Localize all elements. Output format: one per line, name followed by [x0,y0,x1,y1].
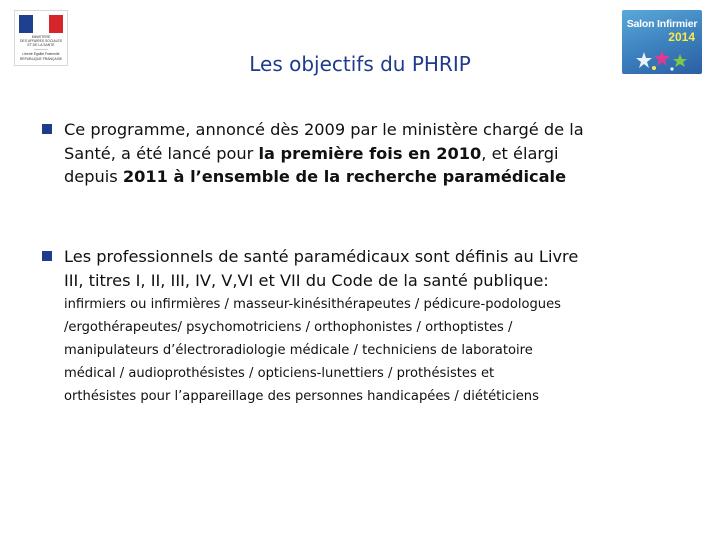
professions-line: orthésistes pour l’appareillage des personnes handicapées / diététiciens [64,389,539,404]
text-run: Ce programme, annoncé dès 2009 par le ministère chargé de la [64,120,584,139]
bullet-line [64,245,694,269]
logo-text-line: MINISTÈRE [31,35,51,39]
text-run: depuis [64,167,123,186]
logo-text-line: ET DE LA SANTÉ [27,43,55,47]
logo-text-line: DES AFFAIRES SOCIALES [19,39,63,43]
text-run: Les professionnels de santé paramédicaux sont définis au Livre [64,247,579,266]
text-run: , et élargi [481,143,559,163]
logo-text-line: RÉPUBLIQUE FRANÇAISE [19,57,63,61]
professions-line: manipulateurs d’électroradiologie médicale / techniciens de laboratoire [64,343,533,358]
logo-text-line: ———— [34,47,48,51]
bullet-square-icon [42,124,52,134]
professions-line: médical / audioprothésistes / opticiens-lunettiers / prothésistes et [64,366,495,381]
bullet-line [64,142,694,166]
bold-text: la première fois en 2010 [258,143,482,163]
professions-line: infirmiers ou infirmières / masseur-kinésithérapeutes / pédicure-podologues [64,297,561,312]
bold-text: 2011 à l’ensemble de la recherche paramédicale [122,167,567,186]
logo-text-line: Liberté Égalité Fraternité [22,52,60,56]
text-run: III, titres I, II, III, IV, V,VI et VII du Code de la santé publique: [64,270,549,290]
professions-line: /ergothérapeutes/ psychomotriciens / orthophonistes / orthoptistes / [64,320,513,335]
salon-logo-name: Salon Infirmier [626,18,698,30]
bullet-text [64,118,694,189]
text-run: Santé, a été lancé pour [64,143,259,163]
salon-logo-year: 2014 [668,30,695,44]
french-flag-emblem [19,15,63,33]
bullet-text [64,245,694,292]
professions-list [64,293,704,408]
bullet-line [64,118,694,142]
bullet-line [64,269,694,293]
bullet-line [64,165,694,189]
page-title: Les objectifs du PHRIP [249,52,471,76]
bullet-square-icon [42,251,52,261]
